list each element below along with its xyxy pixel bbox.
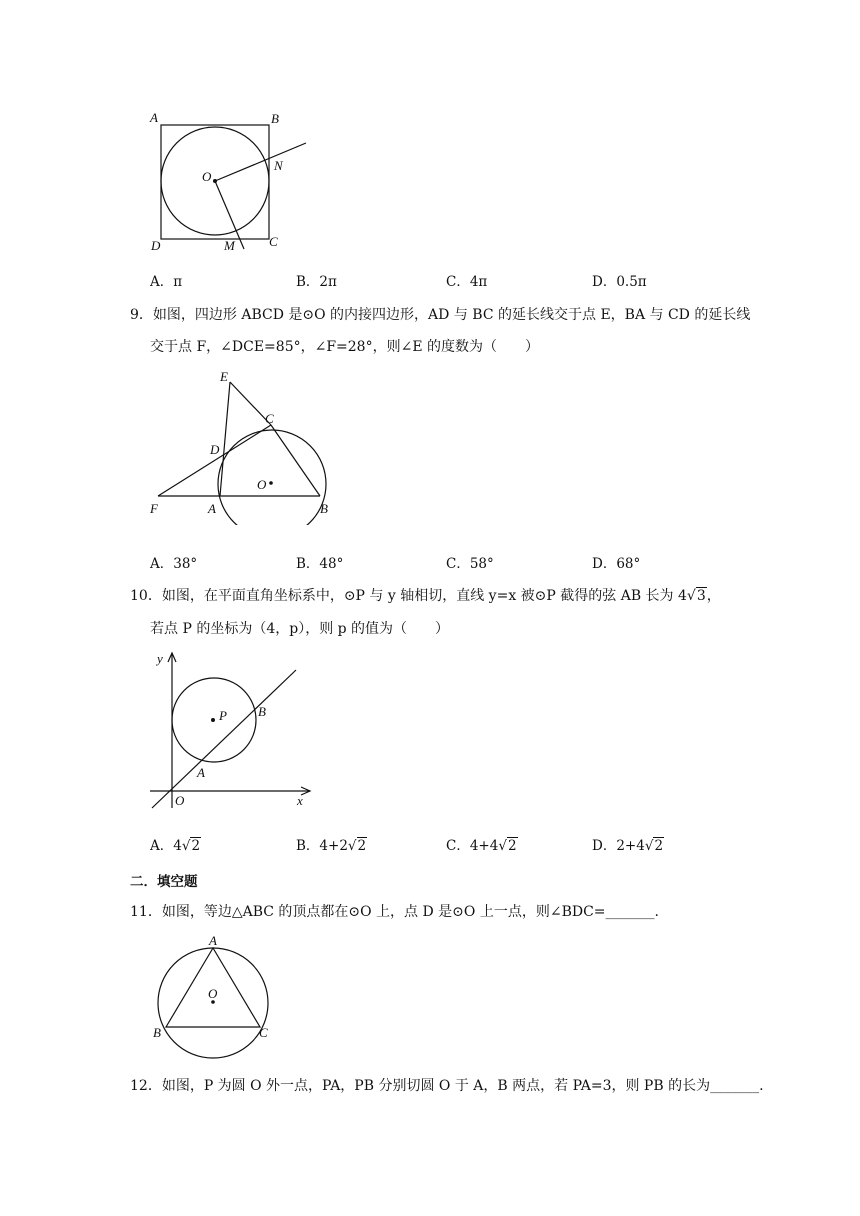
label-C: C xyxy=(259,1025,268,1040)
q9-text-line2: 交于点 F，∠DCE=85°，∠F=28°，则∠E 的度数为（ ） xyxy=(150,339,539,355)
sqrt-sign: √ xyxy=(181,838,191,854)
q10-option-d: D．2+4√2 xyxy=(592,838,664,854)
label-C: C xyxy=(265,411,274,426)
label-O: O xyxy=(175,793,185,808)
figure-q8 xyxy=(140,105,310,255)
label-A: A xyxy=(208,501,216,516)
label-A: A xyxy=(209,933,217,948)
q9-option-b: B．48° xyxy=(296,556,344,572)
q10-text-line1 xyxy=(130,586,721,606)
label-x: x xyxy=(297,793,303,808)
q9-text-line1: 9．如图，四边形 ABCD 是⊙O 的内接四边形，AD 与 BC 的延长线交于点 E，BA 与 CD 的延长线 xyxy=(130,307,751,323)
sqrt-sign: √ xyxy=(686,588,696,604)
q8-option-c: C．4π xyxy=(446,274,488,290)
label-B: B xyxy=(320,501,328,516)
label-O: O xyxy=(208,986,218,1001)
label-N: N xyxy=(274,158,283,173)
q9-option-d: D．68° xyxy=(592,556,641,572)
label-E: E xyxy=(220,369,228,384)
label-P: P xyxy=(219,708,227,723)
q10-option-c: C．4+4√2 xyxy=(446,838,517,854)
q10-line1-text: 10．如图，在平面直角坐标系中，⊙P 与 y 轴相切，直线 y=x 被⊙P 截得的弦 AB 长为 4 xyxy=(130,588,687,604)
label-A: A xyxy=(150,110,158,125)
q11-text: 11．如图，等边△ABC 的顶点都在⊙O 上，点 D 是⊙O 上一点，则∠BDC=_______. xyxy=(130,904,659,920)
figure-q9 xyxy=(140,365,340,525)
label-A: A xyxy=(197,765,205,780)
q10-line1-end: ， xyxy=(706,588,721,604)
section-title: 二．填空题 xyxy=(130,874,198,890)
q10-radicand: 3 xyxy=(696,588,706,604)
sqrt-sign: √ xyxy=(644,838,654,854)
q10-option-a: A．4√2 xyxy=(150,838,201,854)
label-D: D xyxy=(210,442,220,457)
q8-option-a: A．π xyxy=(150,274,183,290)
sqrt-sign: √ xyxy=(347,838,357,854)
label-F: F xyxy=(150,501,158,516)
label-B: B xyxy=(153,1025,161,1040)
label-B: B xyxy=(258,704,266,719)
label-D: D xyxy=(151,238,161,253)
figure-q11 xyxy=(145,930,295,1060)
label-O: O xyxy=(202,169,212,184)
q10-text-line2: 若点 P 的坐标为（4，p），则 p 的值为（ ） xyxy=(150,621,450,637)
q12-text: 12．如图，P 为圆 O 外一点，PA，PB 分别切圆 O 于 A，B 两点，若 PA=3，则 PB 的长为_______. xyxy=(130,1078,764,1094)
sqrt-sign: √ xyxy=(498,838,507,854)
label-M: M xyxy=(224,238,235,253)
q8-option-b: B．2π xyxy=(296,274,337,290)
q10-option-b: B．4+2√2 xyxy=(296,838,367,854)
label-y: y xyxy=(157,651,163,666)
label-C: C xyxy=(269,234,278,249)
q9-option-c: C．58° xyxy=(446,556,494,572)
label-B: B xyxy=(271,111,279,126)
q9-option-a: A．38° xyxy=(150,556,198,572)
label-O: O xyxy=(257,477,267,492)
figure-q10 xyxy=(140,648,320,813)
q8-option-d: D．0.5π xyxy=(592,274,647,290)
